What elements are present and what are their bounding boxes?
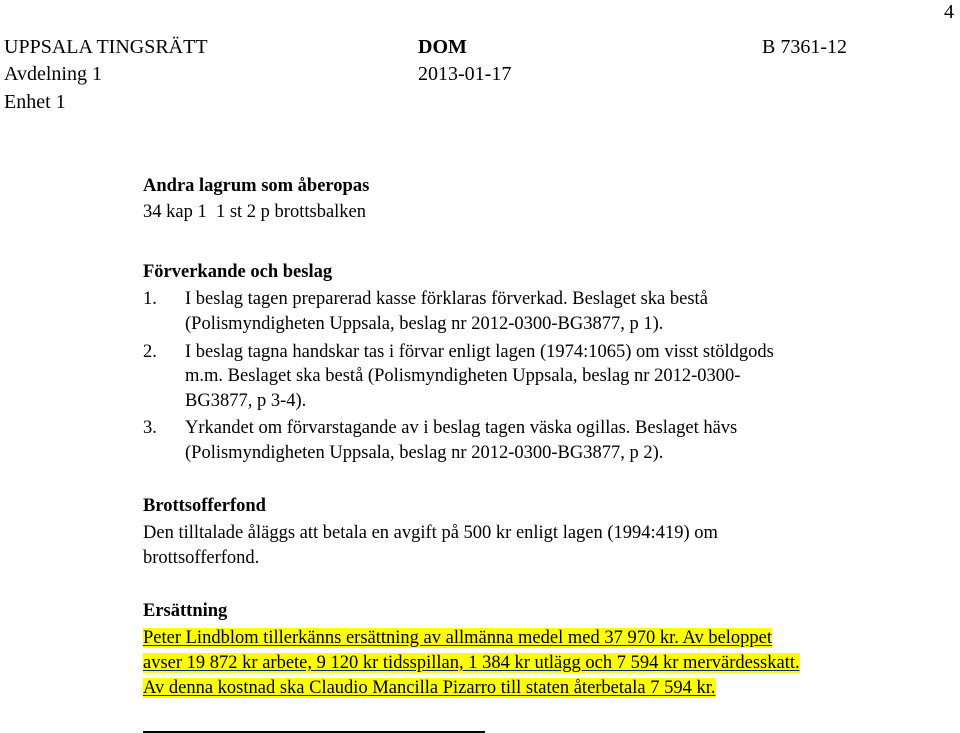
item-number: 3. <box>143 418 157 438</box>
section-heading: Andra lagrum som åberopas <box>143 176 370 196</box>
item-line: I beslag tagna handskar tas i förvar enligt lagen (1974:1065) om visst stöldgods <box>185 342 774 362</box>
highlight-text: Peter Lindblom tillerkänns ersättning av allmänna medel med 37 970 kr. Av beloppet <box>143 628 773 648</box>
item-line: (Polismyndigheten Uppsala, beslag nr 2012-0300-BG3877, p 1). <box>185 314 664 334</box>
page-number: 4 <box>944 1 954 23</box>
division-label: Avdelning 1 <box>4 63 102 85</box>
court-name: UPPSALA TINGSRÄTT <box>4 36 208 58</box>
document-type: DOM <box>418 36 467 58</box>
laws-text: 34 kap 1 1 st 2 p brottsbalken <box>143 202 367 222</box>
unit-label: Enhet 1 <box>4 91 66 113</box>
paragraph-line: Den tilltalade åläggs att betala en avgift på 500 kr enligt lagen (1994:419) om <box>143 523 718 543</box>
item-line: Yrkandet om förvarstagande av i beslag tagen väska ogillas. Beslaget hävs <box>185 418 738 438</box>
item-number: 2. <box>143 342 157 362</box>
paragraph-line: brottsofferfond. <box>143 548 260 568</box>
highlighted-line <box>143 676 716 700</box>
highlighted-line <box>143 651 800 675</box>
item-line: m.m. Beslaget ska bestå (Polismyndigheten Uppsala, beslag nr 2012-0300- <box>185 366 741 386</box>
highlight-text: avser 19 872 kr arbete, 9 120 kr tidsspillan, 1 384 kr utlägg och 7 594 kr mervärdesskatt. <box>143 653 800 673</box>
item-line: I beslag tagen preparerad kasse förklaras förverkad. Beslaget ska bestå <box>185 289 708 309</box>
section-heading: Brottsofferfond <box>143 496 266 516</box>
highlighted-line <box>143 626 772 650</box>
document-date: 2013-01-17 <box>418 63 512 85</box>
section-heading: Ersättning <box>143 601 228 621</box>
highlight-text: Av denna kostnad ska Claudio Mancilla Pizarro till staten återbetala 7 594 kr. <box>143 678 716 698</box>
item-number: 1. <box>143 289 157 309</box>
item-line: BG3877, p 3-4). <box>185 391 307 411</box>
case-number: B 7361-12 <box>762 36 847 58</box>
section-heading: Förverkande och beslag <box>143 262 333 282</box>
item-line: (Polismyndigheten Uppsala, beslag nr 2012-0300-BG3877, p 2). <box>185 443 664 463</box>
